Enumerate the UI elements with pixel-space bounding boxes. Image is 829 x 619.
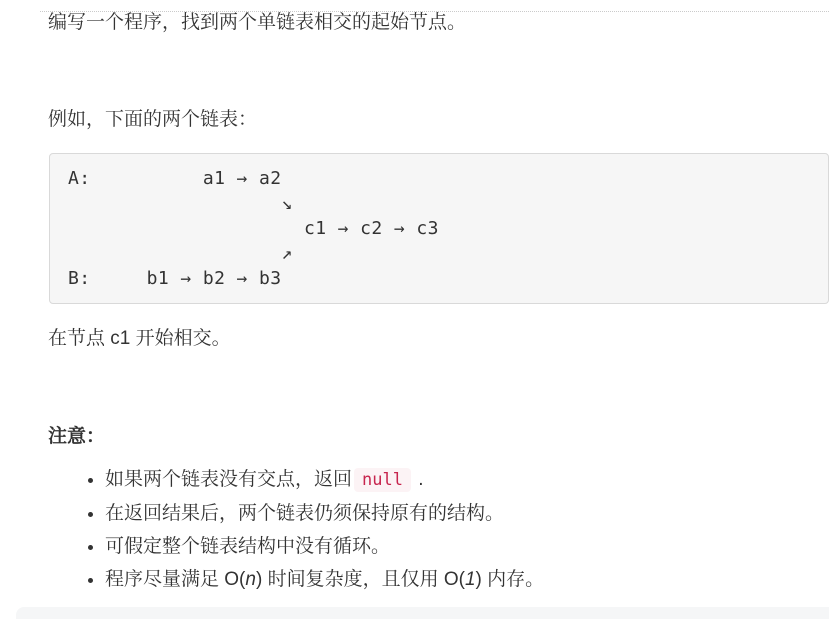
note-item-text: 如果两个链表没有交点，返回 (105, 469, 353, 490)
problem-description (0, 7, 829, 596)
note-item-keep-structure: • 在返回结果后，两个链表仍须保持原有的结构。 (105, 497, 809, 530)
note-item-no-cycle: • 可假定整个链表结构中没有循环。 (105, 530, 809, 563)
intersection-note: 在节点 c1 开始相交。 (48, 328, 231, 349)
note-item-null-return (105, 463, 809, 497)
diagram-line-c: c1 → c2 → c3 (68, 218, 439, 239)
complexity-n: n (245, 569, 256, 590)
diagram-line-arrow-up: ↗ (68, 243, 293, 264)
diagram-line-b: B: b1 → b2 → b3 (68, 268, 282, 289)
linked-list-diagram (49, 153, 829, 304)
note-item-text: ) 时间复杂度，且仅用 O( (255, 569, 465, 590)
inline-code-null: null (354, 468, 411, 492)
problem-statement: 编写一个程序，找到两个单链表相交的起始节点。 (48, 12, 467, 33)
note-item-text: . (412, 469, 424, 490)
diagram-line-arrow-down: ↘ (68, 193, 293, 214)
bottom-section-edge (16, 607, 829, 619)
note-item-text: 程序尽量满足 O( (105, 569, 246, 590)
note-item-complexity (105, 563, 809, 596)
complexity-1: 1 (464, 569, 476, 590)
example-lead: 例如，下面的两个链表： (48, 109, 258, 130)
note-item-text: ) 内存。 (475, 569, 545, 590)
notes-list (48, 463, 809, 596)
section-divider (40, 11, 829, 12)
notes-heading: 注意： (48, 426, 106, 447)
diagram-line-a: A: a1 → a2 (68, 168, 282, 189)
